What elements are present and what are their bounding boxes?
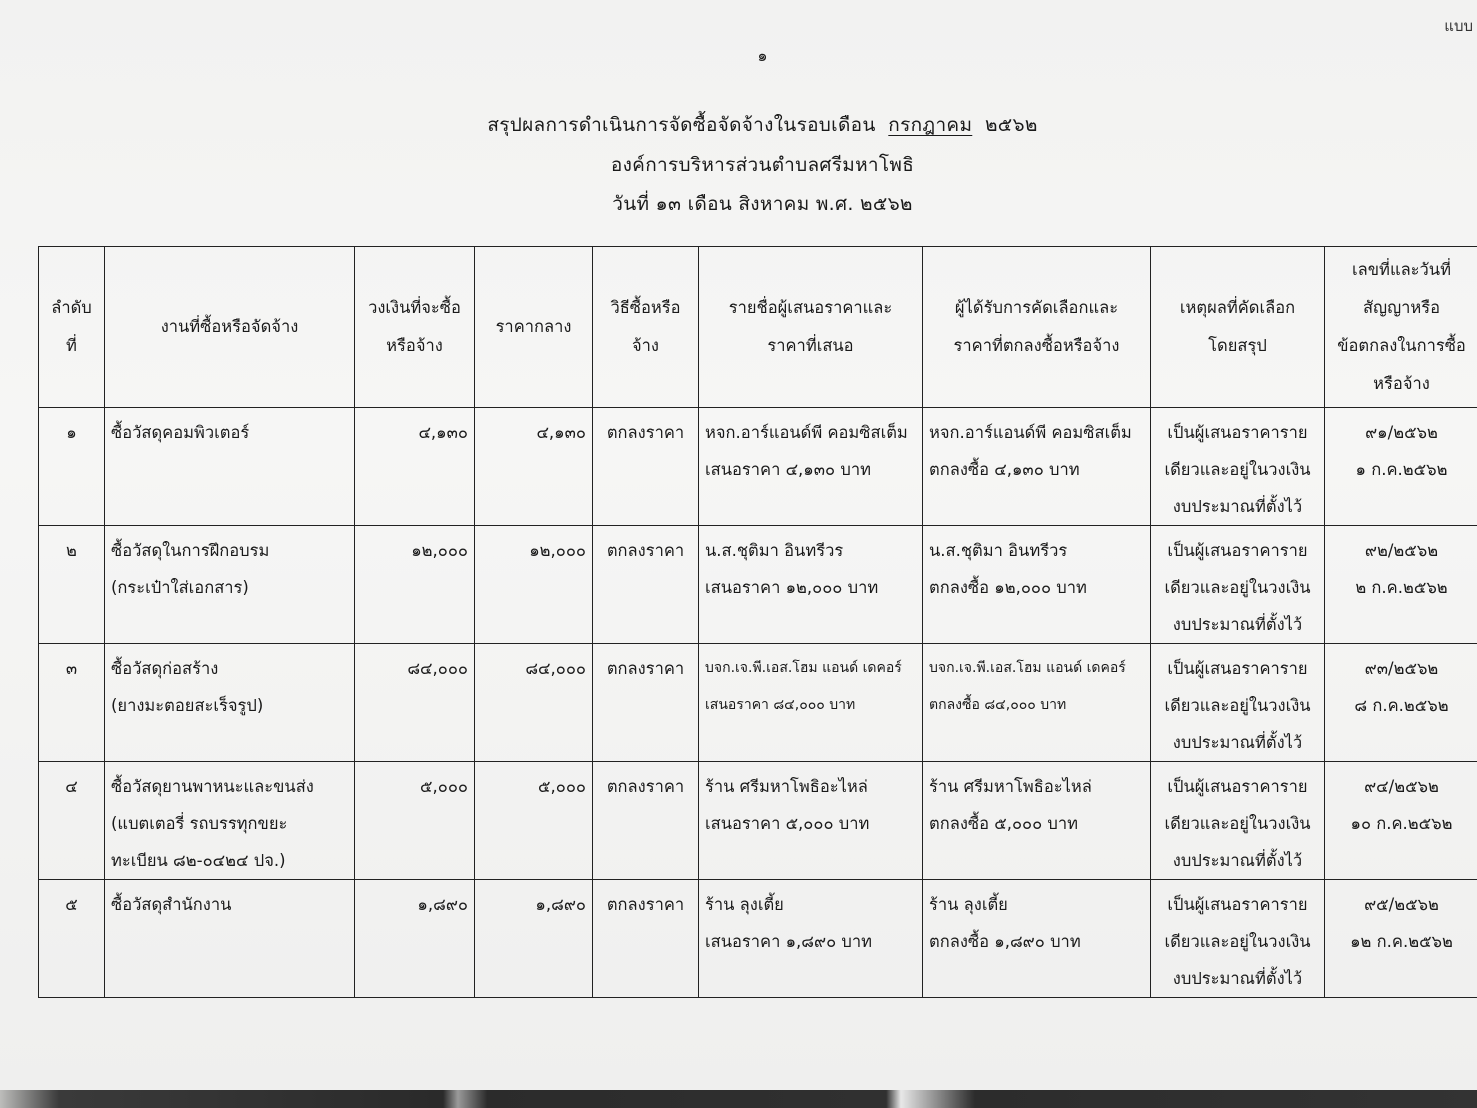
table-row bbox=[39, 408, 1477, 526]
header-winner: ผู้ได้รับการคัดเลือกและ ราคาที่ตกลงซื้อหรือจ้าง bbox=[923, 247, 1151, 408]
cell-item: ซื้อวัสดุยานพาหนะและขนส่ง (แบตเตอรี่ รถบรรทุกขยะ ทะเบียน ๘๒-๐๔๒๔ ปจ.) bbox=[105, 762, 355, 880]
page-number: ๑ bbox=[757, 46, 768, 65]
cell-winner: ร้าน ลุงเตี้ย ตกลงซื้อ ๑,๘๙๐ บาท bbox=[923, 880, 1151, 998]
title-year: ๒๕๖๒ bbox=[984, 114, 1038, 136]
cell-no: ๔ bbox=[39, 762, 105, 880]
cell-method: ตกลงราคา bbox=[593, 762, 699, 880]
cell-contract: ๙๕/๒๕๖๒ ๑๒ ก.ค.๒๕๖๒ bbox=[1325, 880, 1477, 998]
cell-median-price: ๔,๑๓๐ bbox=[475, 408, 593, 526]
cell-item: ซื้อวัสดุคอมพิวเตอร์ bbox=[105, 408, 355, 526]
header-row bbox=[39, 247, 1477, 408]
organization-name: องค์การบริหารส่วนตำบลศรีมหาโพธิ bbox=[610, 154, 915, 176]
cell-no: ๓ bbox=[39, 644, 105, 762]
title-month: กรกฎาคม bbox=[888, 114, 973, 136]
cell-no: ๑ bbox=[39, 408, 105, 526]
header-method: วิธีซื้อหรือ จ้าง bbox=[593, 247, 699, 408]
table-row bbox=[39, 762, 1477, 880]
cell-contract: ๙๓/๒๕๖๒ ๘ ก.ค.๒๕๖๒ bbox=[1325, 644, 1477, 762]
cell-no: ๕ bbox=[39, 880, 105, 998]
procurement-table bbox=[38, 246, 1477, 998]
cell-budget: ๑,๘๙๐ bbox=[355, 880, 475, 998]
cell-median-price: ๑๒,๐๐๐ bbox=[475, 526, 593, 644]
header-median-price: ราคากลาง bbox=[475, 247, 593, 408]
cell-contract: ๙๑/๒๕๖๒ ๑ ก.ค.๒๕๖๒ bbox=[1325, 408, 1477, 526]
corner-label: แบบ bbox=[1444, 17, 1473, 35]
header-no: ลำดับ ที่ bbox=[39, 247, 105, 408]
cell-reason: เป็นผู้เสนอราคาราย เดียวและอยู่ในวงเงิน งบประมาณที่ตั้งไว้ bbox=[1151, 762, 1325, 880]
cell-item: ซื้อวัสดุก่อสร้าง (ยางมะตอยสะเร็จรูป) bbox=[105, 644, 355, 762]
document-title bbox=[0, 110, 1477, 140]
table-row bbox=[39, 880, 1477, 998]
cell-method: ตกลงราคา bbox=[593, 880, 699, 998]
header-item: งานที่ซื้อหรือจัดจ้าง bbox=[105, 247, 355, 408]
cell-bidder: ร้าน ลุงเตี้ย เสนอราคา ๑,๘๙๐ บาท bbox=[699, 880, 923, 998]
table-row bbox=[39, 644, 1477, 762]
cell-reason: เป็นผู้เสนอราคาราย เดียวและอยู่ในวงเงิน งบประมาณที่ตั้งไว้ bbox=[1151, 880, 1325, 998]
cell-reason: เป็นผู้เสนอราคาราย เดียวและอยู่ในวงเงิน งบประมาณที่ตั้งไว้ bbox=[1151, 526, 1325, 644]
cell-contract: ๙๒/๒๕๖๒ ๒ ก.ค.๒๕๖๒ bbox=[1325, 526, 1477, 644]
table-row bbox=[39, 526, 1477, 644]
cell-budget: ๕,๐๐๐ bbox=[355, 762, 475, 880]
cell-method: ตกลงราคา bbox=[593, 408, 699, 526]
header-contract: เลขที่และวันที่ สัญญาหรือ ข้อตกลงในการซื้อ หรือจ้าง bbox=[1325, 247, 1477, 408]
cell-winner: ร้าน ศรีมหาโพธิอะไหล่ ตกลงซื้อ ๕,๐๐๐ บาท bbox=[923, 762, 1151, 880]
cell-item: ซื้อวัสดุสำนักงาน bbox=[105, 880, 355, 998]
cell-bidder: บจก.เจ.พี.เอส.โฮม แอนด์ เดคอร์ เสนอราคา ๘๔,๐๐๐ บาท bbox=[699, 644, 923, 762]
cell-method: ตกลงราคา bbox=[593, 526, 699, 644]
cell-bidder: หจก.อาร์แอนด์พี คอมซิสเต็ม เสนอราคา ๔,๑๓๐ บาท bbox=[699, 408, 923, 526]
cell-bidder: ร้าน ศรีมหาโพธิอะไหล่ เสนอราคา ๕,๐๐๐ บาท bbox=[699, 762, 923, 880]
cell-median-price: ๑,๘๙๐ bbox=[475, 880, 593, 998]
cell-winner: หจก.อาร์แอนด์พี คอมซิสเต็ม ตกลงซื้อ ๔,๑๓๐ บาท bbox=[923, 408, 1151, 526]
report-date: วันที่ ๑๓ เดือน สิงหาคม พ.ศ. ๒๕๖๒ bbox=[612, 193, 913, 215]
cell-winner: บจก.เจ.พี.เอส.โฮม แอนด์ เดคอร์ ตกลงซื้อ ๘๔,๐๐๐ บาท bbox=[923, 644, 1151, 762]
cell-bidder: น.ส.ชุติมา อินทรีวร เสนอราคา ๑๒,๐๐๐ บาท bbox=[699, 526, 923, 644]
cell-winner: น.ส.ชุติมา อินทรีวร ตกลงซื้อ ๑๒,๐๐๐ บาท bbox=[923, 526, 1151, 644]
next-page-edge bbox=[0, 1090, 1477, 1108]
title-prefix: สรุปผลการดำเนินการจัดซื้อจัดจ้างในรอบเดือน bbox=[487, 114, 876, 136]
cell-no: ๒ bbox=[39, 526, 105, 644]
cell-budget: ๔,๑๓๐ bbox=[355, 408, 475, 526]
header-budget: วงเงินที่จะซื้อ หรือจ้าง bbox=[355, 247, 475, 408]
cell-item: ซื้อวัสดุในการฝึกอบรม (กระเป๋าใส่เอกสาร) bbox=[105, 526, 355, 644]
cell-budget: ๑๒,๐๐๐ bbox=[355, 526, 475, 644]
cell-budget: ๘๔,๐๐๐ bbox=[355, 644, 475, 762]
cell-median-price: ๕,๐๐๐ bbox=[475, 762, 593, 880]
cell-reason: เป็นผู้เสนอราคาราย เดียวและอยู่ในวงเงิน งบประมาณที่ตั้งไว้ bbox=[1151, 644, 1325, 762]
cell-reason: เป็นผู้เสนอราคาราย เดียวและอยู่ในวงเงิน งบประมาณที่ตั้งไว้ bbox=[1151, 408, 1325, 526]
cell-median-price: ๘๔,๐๐๐ bbox=[475, 644, 593, 762]
cell-contract: ๙๔/๒๕๖๒ ๑๐ ก.ค.๒๕๖๒ bbox=[1325, 762, 1477, 880]
header-bidders: รายชื่อผู้เสนอราคาและ ราคาที่เสนอ bbox=[699, 247, 923, 408]
header-reason: เหตุผลที่คัดเลือก โดยสรุป bbox=[1151, 247, 1325, 408]
cell-method: ตกลงราคา bbox=[593, 644, 699, 762]
